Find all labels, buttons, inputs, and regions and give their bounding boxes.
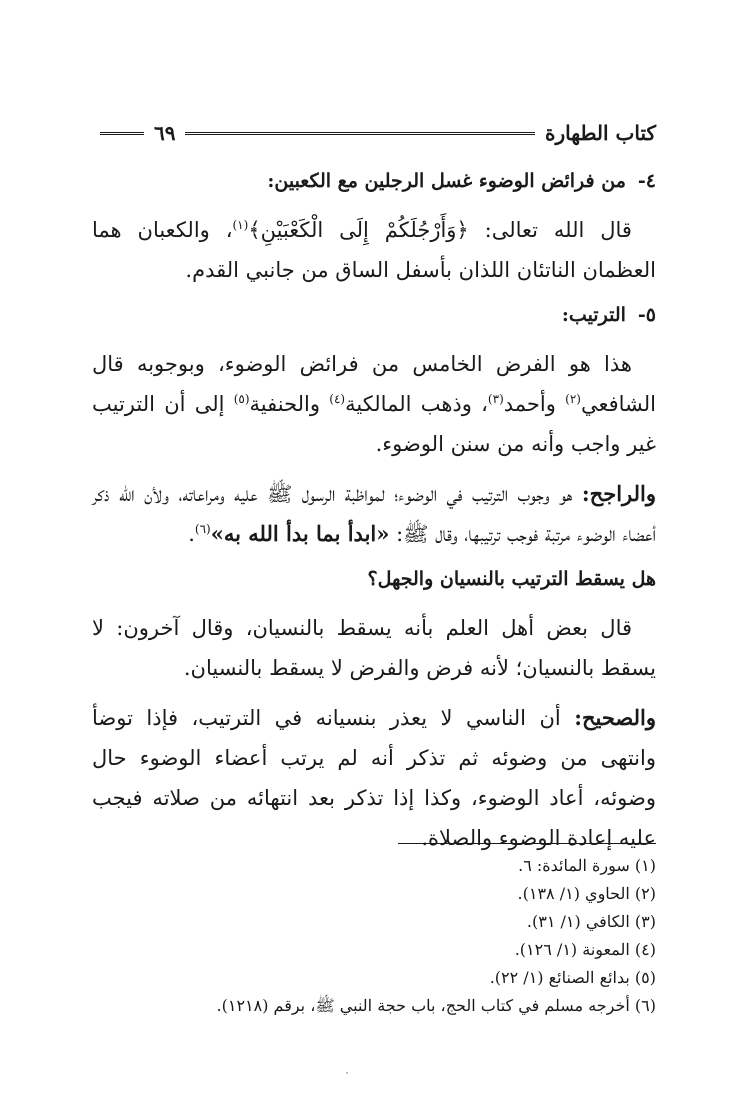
footnote: (٥) بدائع الصنائع (١/ ٢٢).: [489, 968, 656, 987]
text-run: هذا هو الفرض الخامس من فرائض الوضوء، وبوجوبه قال الشافعي: [92, 352, 656, 416]
footnote: (٢) الحاوي (١/ ١٣٨).: [517, 884, 656, 903]
footnote-ref: (١): [232, 218, 249, 232]
footnote: (٣) الكافي (١/ ٣١).: [526, 912, 656, 931]
hadith-quote: «ابدأ بما بدأ الله به»: [210, 521, 390, 546]
footnotes: [120, 852, 656, 1020]
label-bold: والراجح:: [581, 481, 656, 506]
footnote: (٤) المعونة (١/ ١٢٦).: [514, 940, 656, 959]
footnote: (٦) أخرجه مسلم في كتاب الحج، باب حجة النبي ﷺ، برقم (١٢١٨).: [216, 996, 656, 1015]
text-run: قال الله تعالى: ﴿وَأَرْجُلَكُمْ إِلَى الْكَعْبَيْنِ﴾: [248, 218, 632, 242]
paragraph: [92, 344, 656, 464]
paragraph: [92, 210, 656, 290]
header-rule: [185, 132, 535, 135]
text-run: هو وجوب الترتيب في الوضوء؛ لمواظبة الرسول ﷺ عليه ومراعاته، ولأن الله ذكر أعضاء الوضوء مرتبة فوجب ترتيبها، وقال ﷺ:: [92, 482, 656, 546]
page-number: ٦٩: [154, 121, 176, 145]
heading-number: ٥-: [637, 304, 656, 326]
text-run: ، والكعبان هما العظمان الناتئان اللذان بأسفل الساق من جانبي القدم.: [92, 218, 656, 282]
text-run: إلى أن الترتيب غير واجب وأنه من سنن الوضوء.: [92, 392, 656, 456]
text-run: أن الناسي لا يعذر بنسيانه في الترتيب، فإذا توضأ وانتهى من وضوئه ثم تذكر أنه لم يرتب أعضاء الوضوء حال وضوئه، أعاد الوضوء، وكذا إذا تذكر بعد انتهائه من صلاته فيجب عليه إعادة الوضوء والصلاة.: [92, 706, 656, 850]
text-run: ، وذهب المالكية: [345, 392, 488, 416]
running-title: كتاب الطهارة: [545, 121, 656, 145]
footnote-ref: (٤): [329, 392, 346, 406]
footnote-ref: (٥): [233, 392, 250, 406]
paragraph: [92, 698, 656, 858]
heading-number: ٤-: [637, 170, 656, 192]
paragraph: قال بعض أهل العلم بأنه يسقط بالنسيان، وقال آخرون: لا يسقط بالنسيان؛ لأنه فرض والفرض لا يسقط بالنسيان.: [92, 616, 656, 680]
running-header: [100, 118, 656, 148]
main-text: [92, 166, 656, 868]
footnote-ref: (٦): [194, 522, 211, 536]
print-mark: ٠: [344, 1066, 350, 1079]
heading-text: الترتيب:: [561, 304, 626, 326]
text-run: وأحمد: [503, 392, 566, 416]
question-heading: هل يسقط الترتيب بالنسيان والجهل؟: [367, 568, 656, 590]
text-run: والحنفية: [249, 392, 330, 416]
section-heading-4: [92, 166, 656, 196]
header-rule-short: [100, 132, 144, 135]
label-bold: والصحيح:: [574, 705, 656, 730]
text-run: .: [188, 522, 195, 546]
footnote-ref: (٢): [565, 392, 581, 406]
footnote: (١) سورة المائدة: ٦.: [518, 856, 656, 875]
paragraph: [92, 474, 656, 554]
heading-text: من فرائض الوضوء غسل الرجلين مع الكعبين:: [267, 170, 626, 192]
section-heading-5: [92, 300, 656, 330]
footnote-rule: [398, 843, 656, 844]
footnote-ref: (٣): [487, 392, 504, 406]
